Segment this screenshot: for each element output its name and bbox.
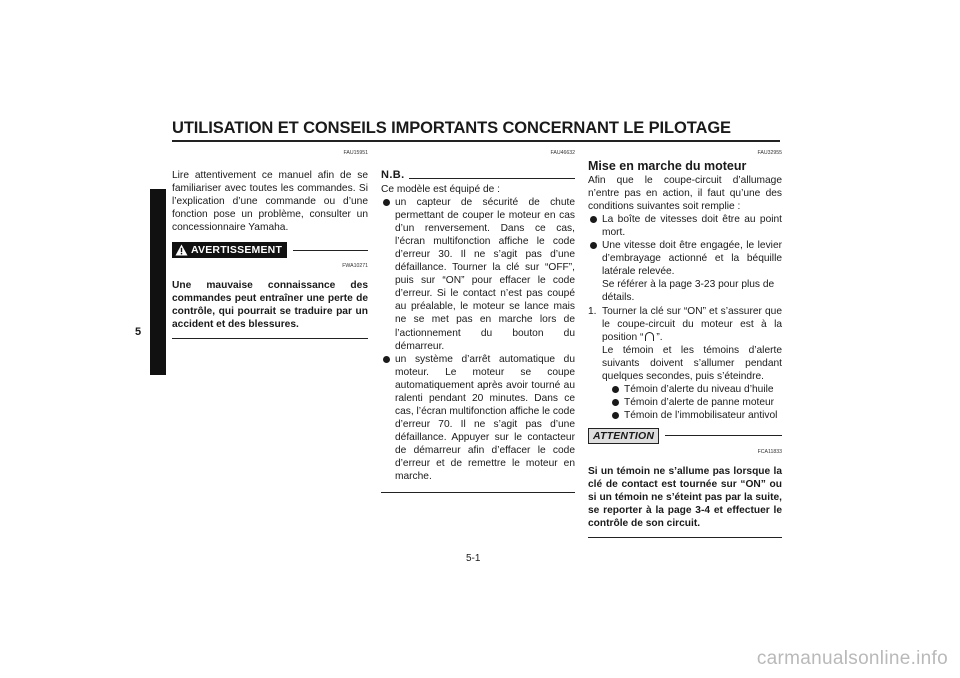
watermark: carmanualsonline.info (756, 648, 948, 669)
note-rule (409, 178, 575, 179)
list-item: Témoin de l’immobilisateur antivol (610, 409, 782, 422)
reference-code: FAU32955 (757, 150, 782, 156)
list-item: un système d’arrêt automatique du moteur. Le moteur se coupe automatiquement après avoir tourné au ralenti pendant 20 minutes. Dans ce cas, l’écran multifonction affiche le code d’erreur 70. Il ne s’agit pas d’une défaillance. Appuyer sur le contacteur de démarreur afin d’effacer le code d’erreur et de remettre le moteur en marche. (381, 353, 575, 483)
attention-badge: ATTENTION (588, 428, 659, 444)
chapter-tab (150, 189, 166, 375)
title-rule (172, 140, 780, 142)
column-intro (172, 150, 368, 339)
intro-paragraph: Lire attentivement ce manuel afin de se familiariser avec toutes les commandes. Si l’explication d’une commande ou d’une fonction pose un problème, consulter un concessionnaire Yamaha. (172, 170, 368, 234)
chapter-number: 5 (135, 326, 142, 338)
step-more: Le témoin et les témoins d’alerte suivants doivent s’allumer pendant quelques secondes, puis s’éteindre. (602, 344, 782, 382)
warning-code: FWA10271 (342, 263, 368, 270)
list-item: Témoin d’alerte de panne moteur (610, 396, 782, 409)
attention-rule (665, 435, 782, 436)
warning-badge (172, 242, 287, 258)
warning-rule (293, 250, 368, 251)
list-item: La boîte de vitesses doit être au point mort. (588, 213, 782, 239)
note-label: N.B. (381, 169, 405, 182)
step-text-b: ”. (656, 331, 663, 343)
attention-code: FCA11833 (757, 448, 782, 455)
engine-run-position-icon (645, 332, 654, 341)
step-item (588, 305, 782, 383)
warning-triangle-icon (175, 244, 188, 256)
column-note (381, 150, 575, 493)
step-text-a: Tourner la clé sur “ON” et s’assurer que le coupe-circuit du moteur est à la position “ (602, 305, 782, 343)
list-item: Une vitesse doit être engagée, le levier d’embrayage actionné et la béquille latérale relevée. (588, 239, 782, 278)
section-title: Mise en marche du moteur (588, 159, 747, 173)
page-number: 5-1 (466, 553, 481, 564)
note-intro: Ce modèle est équipé de : (381, 184, 500, 195)
attention-header (588, 428, 782, 444)
warning-text: Une mauvaise connaissance des commandes peut entraîner une perte de contrôle, qui pourrait se traduire par un accident et des blessures. (172, 280, 368, 331)
reference-code: FAU46632 (550, 150, 575, 156)
column-engine-start (588, 150, 782, 538)
warning-header (172, 242, 368, 258)
attention-end-rule (588, 537, 782, 538)
step-number: 1. (588, 305, 597, 317)
note-header (381, 169, 575, 183)
list-item: un capteur de sécurité de chute permettant de couper le moteur en cas d’un renversement. Dans ce cas, l’écran multifonction affiche le code d’erreur 30. Il ne s’agit pas d’une défaillance. Tourner la clé sur “OFF”, puis sur “ON” pour effacer le code d’erreur. Si le contact n’est pas coupé au préalable, le moteur se lance mais ne se met pas en marche lors de l’actionnement du bouton du démarreur. (381, 196, 575, 353)
warning-label: AVERTISSEMENT (191, 243, 283, 256)
reference-code: FAU15951 (343, 150, 368, 156)
warning-end-rule (172, 338, 368, 339)
see-reference: Se référer à la page 3-23 pour plus de détails. (602, 279, 775, 304)
attention-text: Si un témoin ne s’allume pas lorsque la clé de contact est tournée sur “ON” ou si un témoin ne s’éteint pas par la suite, se reporter à la page 3-4 et effectuer le contrôle de son circuit. (588, 465, 782, 530)
list-item: Témoin d’alerte du niveau d’huile (610, 383, 782, 396)
lamp-list (588, 383, 782, 422)
section-intro: Afin que le coupe-circuit d’allumage n’entre pas en action, il faut qu’une des conditions suivantes soit remplie : (588, 175, 782, 213)
page-title: UTILISATION ET CONSEILS IMPORTANTS CONCERNANT LE PILOTAGE (172, 119, 731, 137)
note-end-rule (381, 492, 575, 493)
